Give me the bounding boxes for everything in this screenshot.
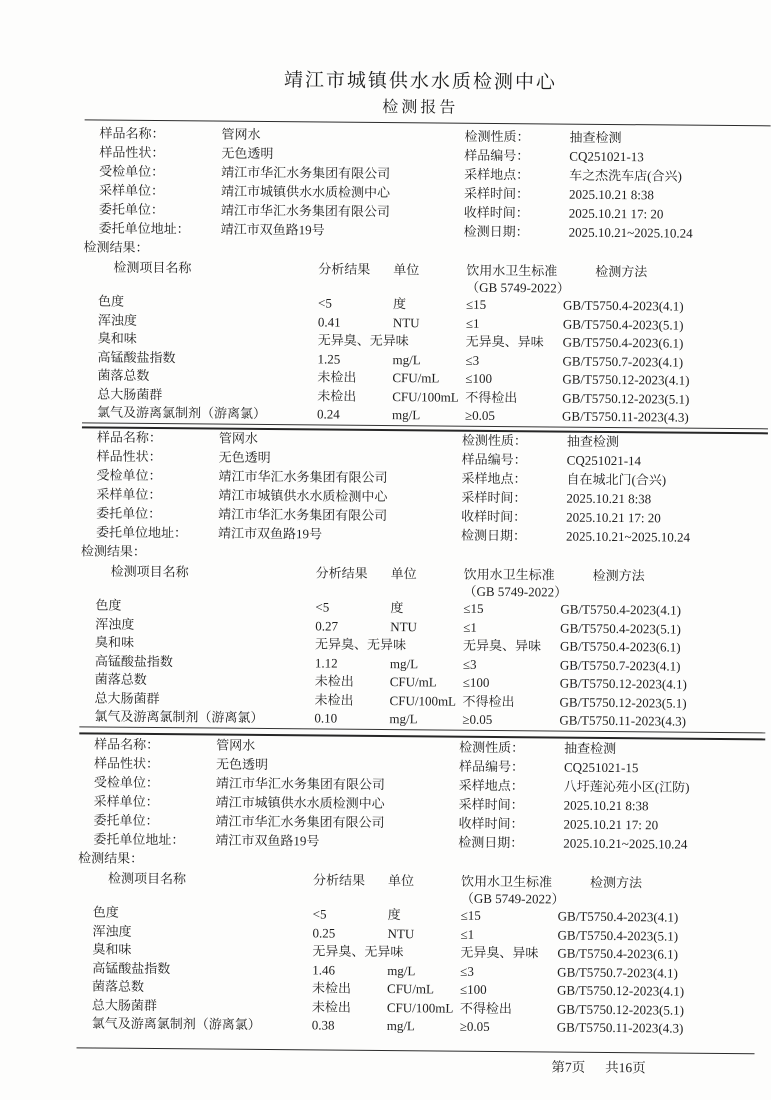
header-result: 分析结果 <box>318 261 371 277</box>
cell-result: 0.24 <box>317 406 340 422</box>
cell-unit: mg/L <box>389 655 419 671</box>
cell-method: GB/T5750.12-2023(4.1) <box>562 371 690 388</box>
value-sampling-unit: 靖江市城镇供水水质检测中心 <box>220 183 391 201</box>
label-sample-no: 样品编号： <box>461 451 527 468</box>
header-standard-line1: 饮用水卫生标准 <box>466 262 558 279</box>
report-section-1 <box>82 123 771 428</box>
cell-unit: CFU/100mL <box>389 692 457 709</box>
info-row-test-date <box>461 526 767 548</box>
cell-item: 菌落总数 <box>97 367 150 383</box>
value-sample-no: CQ251021-14 <box>566 452 642 469</box>
header-standard-line1: 饮用水卫生标准 <box>463 566 555 583</box>
cell-item: 色度 <box>97 293 125 309</box>
cell-result: 无异臭、无异味 <box>312 943 404 960</box>
cell-standard: 无异臭、异味 <box>460 944 539 961</box>
value-inspected-unit: 靖江市华汇水务集团有限公司 <box>221 164 391 182</box>
cell-method: GB/T5750.11-2023(4.3) <box>559 712 687 729</box>
cell-item: 氯气及游离氯制剂（游离氯） <box>94 708 264 725</box>
cell-standard: ≥0.05 <box>459 1018 490 1034</box>
footer-rule <box>77 1047 755 1054</box>
cell-item: 臭和味 <box>95 634 135 650</box>
cell-result: 未检出 <box>311 998 351 1015</box>
cell-result: <5 <box>315 599 330 615</box>
cell-result: 1.25 <box>317 350 341 367</box>
label-test-nature: 检测性质： <box>461 432 527 449</box>
value-sample-no: CQ251021-13 <box>569 148 644 165</box>
org-title: 靖江市城镇供水水质检测中心 <box>283 70 558 94</box>
cell-standard: ≤100 <box>465 370 493 386</box>
cell-standard: ≥0.05 <box>462 711 493 727</box>
value-sampling-unit: 靖江市城镇供水水质检测中心 <box>215 794 385 812</box>
cell-method: GB/T5750.12-2023(5.1) <box>562 390 690 407</box>
header-result: 分析结果 <box>315 565 368 581</box>
cell-unit <box>382 943 457 962</box>
label-sampling-unit: 采样单位： <box>96 486 162 503</box>
label-sample-name: 样品名称： <box>96 429 162 446</box>
header-method: 检测方法 <box>595 263 648 280</box>
cell-item: 色度 <box>92 904 119 920</box>
cell-unit: CFU/mL <box>387 981 435 997</box>
label-sampling-time: 采样时间： <box>463 185 530 202</box>
cell-standard: ≤3 <box>462 656 477 672</box>
cell-standard: 无异臭、异味 <box>465 333 544 350</box>
cell-item: 臭和味 <box>97 330 137 346</box>
cell-result: 0.10 <box>314 710 338 726</box>
cell-method: GB/T5750.4-2023(4.1) <box>557 908 679 925</box>
value-sample-state: 无色透明 <box>218 449 271 466</box>
value-sampling-time: 2025.10.21 8:38 <box>563 797 649 814</box>
label-sampling-time: 采样时间： <box>458 796 524 813</box>
cell-standard: ≤1 <box>463 619 477 635</box>
value-client-unit: 靖江市华汇水务集团有限公司 <box>220 202 390 220</box>
cell-result: 1.12 <box>314 654 338 671</box>
cell-result: <5 <box>317 295 332 311</box>
info-row-client-address <box>99 219 464 241</box>
cell-method: GB/T5750.12-2023(5.1) <box>556 1001 685 1018</box>
value-client-address: 靖江市双鱼路19号 <box>220 221 325 238</box>
label-sampling-time: 采样时间： <box>461 489 527 506</box>
cell-unit: CFU/100mL <box>386 999 454 1016</box>
info-row-test-date <box>458 833 764 855</box>
cell-result: 0.25 <box>312 924 336 941</box>
value-inspected-unit: 靖江市华汇水务集团有限公司 <box>215 775 385 793</box>
cell-unit: NTU <box>387 925 415 941</box>
cell-item: 菌落总数 <box>94 671 147 687</box>
cell-unit <box>388 332 463 351</box>
cell-method: GB/T5750.11-2023(4.3) <box>562 408 689 425</box>
label-receiving-time: 收样时间： <box>458 815 524 832</box>
cell-standard: 不得检出 <box>465 389 518 405</box>
label-sample-name: 样品名称： <box>94 736 160 753</box>
cell-result: 0.38 <box>311 1017 335 1033</box>
cell-result: <5 <box>312 906 327 922</box>
value-test-date: 2025.10.21~2025.10.24 <box>563 835 688 852</box>
label-sample-no: 样品编号： <box>464 147 530 164</box>
header-item: 检测项目名称 <box>113 259 192 276</box>
cell-method: GB/T5750.7-2023(4.1) <box>557 964 678 981</box>
cell-method: GB/T5750.4-2023(5.1) <box>562 316 684 333</box>
label-sampling-location: 采样地点： <box>464 166 530 183</box>
report-title: 检测报告 <box>382 98 459 117</box>
sample-info-right <box>458 738 765 855</box>
label-sample-name: 样品名称： <box>99 125 165 142</box>
report-section-3 <box>77 734 766 1038</box>
cell-method: GB/T5750.7-2023(4.1) <box>562 353 684 370</box>
value-test-nature: 抽查检测 <box>566 433 619 450</box>
value-sample-state: 无色透明 <box>221 145 274 162</box>
cell-unit: 度 <box>390 600 404 616</box>
label-sample-no: 样品编号： <box>458 758 525 775</box>
label-sampling-location: 采样地点： <box>458 777 524 794</box>
label-test-date: 检测日期： <box>460 527 527 544</box>
value-sampling-time: 2025.10.21 8:38 <box>566 490 652 507</box>
cell-standard: ≤3 <box>460 963 474 979</box>
cell-standard: ≤100 <box>462 674 490 690</box>
label-receiving-time: 收样时间： <box>461 508 527 525</box>
cell-standard: ≤1 <box>465 315 480 331</box>
header-standard-line2: （GB 5749-2022） <box>460 890 565 907</box>
page-footer <box>551 1057 645 1077</box>
header-standard <box>458 873 565 908</box>
label-client-unit: 委托单位： <box>96 505 162 522</box>
cell-result: 无异臭、无异味 <box>317 332 409 349</box>
cell-standard: ≤1 <box>460 926 475 942</box>
header-standard-line1: 饮用水卫生标准 <box>460 873 553 890</box>
header-standard-line2: （GB 5749-2022） <box>466 279 570 296</box>
footer-total-pages: 共16页 <box>605 1059 646 1076</box>
cell-item: 浑浊度 <box>97 312 137 328</box>
sample-info-block <box>84 123 771 243</box>
cell-method: GB/T5750.4-2023(6.1) <box>557 945 679 962</box>
header-method: 检测方法 <box>589 874 643 891</box>
info-row-client-address <box>96 522 461 544</box>
value-test-date: 2025.10.21~2025.10.24 <box>565 528 691 545</box>
label-test-date: 检测日期： <box>458 834 524 851</box>
cell-unit: mg/L <box>389 711 418 727</box>
cell-method: GB/T5750.12-2023(4.1) <box>559 675 687 692</box>
value-sample-name: 管网水 <box>216 737 256 753</box>
cell-method: GB/T5750.12-2023(4.1) <box>556 982 685 999</box>
sample-info-left <box>78 734 459 851</box>
label-client-address: 委托单位地址： <box>98 220 190 237</box>
footer-page-number: 第7页 <box>551 1059 586 1075</box>
label-client-unit: 委托单位： <box>98 201 164 218</box>
cell-standard: 不得检出 <box>459 1000 512 1016</box>
cell-item: 浑浊度 <box>92 922 132 939</box>
cell-unit: CFU/mL <box>389 674 437 690</box>
value-sample-no: CQ251021-15 <box>563 759 639 776</box>
value-sample-name: 管网水 <box>218 430 258 446</box>
value-inspected-unit: 靖江市华汇水务集团有限公司 <box>218 468 388 486</box>
cell-result: 1.46 <box>312 961 336 978</box>
label-sampling-unit: 采样单位： <box>98 182 165 199</box>
label-client-address: 委托单位地址： <box>93 831 185 848</box>
cell-result: 未检出 <box>314 673 354 689</box>
label-client-address: 委托单位地址： <box>95 524 188 541</box>
cell-item: 总大肠菌群 <box>94 689 160 706</box>
header-method: 检测方法 <box>592 567 645 584</box>
cell-item: 浑浊度 <box>95 615 135 632</box>
results-label: 检测结果： <box>83 239 149 255</box>
info-row-test-date <box>464 222 770 244</box>
info-row-client-address <box>93 829 458 851</box>
cell-unit: mg/L <box>387 962 416 978</box>
value-receiving-time: 2025.10.21 17: 20 <box>568 205 664 222</box>
label-receiving-time: 收样时间： <box>463 204 529 221</box>
cell-unit: mg/L <box>392 407 421 423</box>
label-test-date: 检测日期： <box>463 223 529 240</box>
cell-item: 菌落总数 <box>92 978 145 994</box>
value-test-nature: 抽查检测 <box>569 129 622 146</box>
sample-info-left <box>81 427 462 544</box>
value-test-date: 2025.10.21~2025.10.24 <box>568 224 693 241</box>
sample-info-left <box>84 123 465 240</box>
cell-unit: mg/L <box>392 351 421 367</box>
cell-method: GB/T5750.7-2023(4.1) <box>559 657 681 674</box>
value-client-address: 靖江市双鱼路19号 <box>217 525 323 542</box>
cell-unit: 度 <box>387 907 401 923</box>
cell-method: GB/T5750.4-2023(5.1) <box>560 620 681 637</box>
header-standard-line2: （GB 5749-2022） <box>463 583 568 600</box>
header-standard <box>463 262 570 297</box>
sample-info-block <box>78 734 765 854</box>
cell-method: GB/T5750.4-2023(4.1) <box>560 601 682 618</box>
cell-unit: CFU/mL <box>392 370 440 386</box>
cell-standard: ≤15 <box>460 907 481 923</box>
value-client-unit: 靖江市华汇水务集团有限公司 <box>218 506 388 524</box>
label-test-nature: 检测性质： <box>464 128 530 145</box>
results-table <box>82 258 769 428</box>
cell-result: 未检出 <box>317 387 357 404</box>
cell-unit <box>385 636 460 655</box>
cell-result: 0.27 <box>315 617 339 634</box>
cell-unit: mg/L <box>386 1018 415 1034</box>
cell-unit: 度 <box>392 296 407 312</box>
cell-item: 高锰酸盐指数 <box>92 959 171 976</box>
cell-standard: ≤100 <box>460 981 487 997</box>
cell-method: GB/T5750.4-2023(6.1) <box>560 638 681 655</box>
cell-method: GB/T5750.11-2023(4.3) <box>556 1019 684 1036</box>
cell-result: 未检出 <box>317 369 357 385</box>
results-table <box>77 869 764 1038</box>
cell-result: 未检出 <box>312 980 352 996</box>
header-standard <box>460 566 568 601</box>
value-sampling-location: 自在城北门(合兴) <box>566 471 667 488</box>
header-unit: 单位 <box>390 566 417 582</box>
results-label: 检测结果： <box>80 543 146 559</box>
cell-standard: ≥0.05 <box>465 407 496 423</box>
cell-method: GB/T5750.12-2023(5.1) <box>559 694 687 711</box>
cell-item: 高锰酸盐指数 <box>97 349 176 365</box>
cell-result: 0.41 <box>317 313 341 330</box>
cell-item: 总大肠菌群 <box>91 996 157 1013</box>
value-sampling-location: 八圩莲沁苑小区(江防) <box>563 778 690 795</box>
header-result: 分析结果 <box>312 872 366 888</box>
cell-item: 高锰酸盐指数 <box>94 652 174 669</box>
value-sampling-time: 2025.10.21 8:38 <box>568 186 654 203</box>
cell-method: GB/T5750.4-2023(6.1) <box>562 334 684 351</box>
label-inspected-unit: 受检单位： <box>96 467 162 484</box>
value-sampling-location: 车之杰洗车店(合兴) <box>569 167 682 184</box>
results-label: 检测结果： <box>78 850 144 866</box>
value-receiving-time: 2025.10.21 17: 20 <box>563 816 659 833</box>
value-sample-name: 管网水 <box>221 126 261 142</box>
value-sampling-unit: 靖江市城镇供水水质检测中心 <box>218 487 388 505</box>
cell-item: 总大肠菌群 <box>97 386 163 402</box>
cell-standard: ≤15 <box>465 296 487 312</box>
cell-unit: NTU <box>390 618 418 634</box>
header-unit: 单位 <box>393 262 420 278</box>
label-client-unit: 委托单位： <box>93 812 159 829</box>
value-client-address: 靖江市双鱼路19号 <box>215 832 320 849</box>
cell-item: 氯气及游离氯制剂（游离氯） <box>97 404 267 421</box>
cell-result: 无异臭、无异味 <box>315 636 407 653</box>
cell-item: 色度 <box>95 597 122 613</box>
header-item: 检测项目名称 <box>107 870 187 887</box>
label-sample-state: 样品性状： <box>99 144 165 161</box>
label-sample-state: 样品性状： <box>96 448 162 465</box>
header-unit: 单位 <box>387 873 415 889</box>
cell-method: GB/T5750.4-2023(5.1) <box>557 927 679 944</box>
sample-info-right <box>461 431 768 548</box>
value-test-nature: 抽查检测 <box>564 740 617 757</box>
sample-info-block <box>81 427 768 547</box>
cell-standard: 不得检出 <box>462 693 515 709</box>
header-item: 检测项目名称 <box>110 563 189 580</box>
label-inspected-unit: 受检单位： <box>93 774 159 791</box>
cell-standard: 无异臭、异味 <box>463 637 542 654</box>
label-sampling-unit: 采样单位： <box>93 793 159 810</box>
sample-info-right <box>464 127 771 244</box>
cell-item: 臭和味 <box>92 941 132 957</box>
value-client-unit: 靖江市华汇水务集团有限公司 <box>215 813 385 831</box>
cell-item: 氯气及游离氯制剂（游离氯） <box>91 1015 261 1032</box>
label-inspected-unit: 受检单位： <box>99 163 165 180</box>
cell-method: GB/T5750.4-2023(4.1) <box>562 297 684 314</box>
label-sample-state: 样品性状： <box>93 755 160 772</box>
results-table <box>79 562 766 732</box>
report-section-2 <box>79 427 768 732</box>
document-header <box>85 67 756 122</box>
cell-standard: ≤15 <box>463 600 484 616</box>
label-test-nature: 检测性质： <box>459 739 525 756</box>
cell-unit: NTU <box>392 314 420 330</box>
cell-unit: CFU/100mL <box>392 388 459 405</box>
value-receiving-time: 2025.10.21 17: 20 <box>566 509 661 526</box>
label-sampling-location: 采样地点： <box>461 470 527 487</box>
cell-standard: ≤3 <box>465 352 480 368</box>
cell-result: 未检出 <box>314 691 354 708</box>
value-sample-state: 无色透明 <box>215 756 269 773</box>
